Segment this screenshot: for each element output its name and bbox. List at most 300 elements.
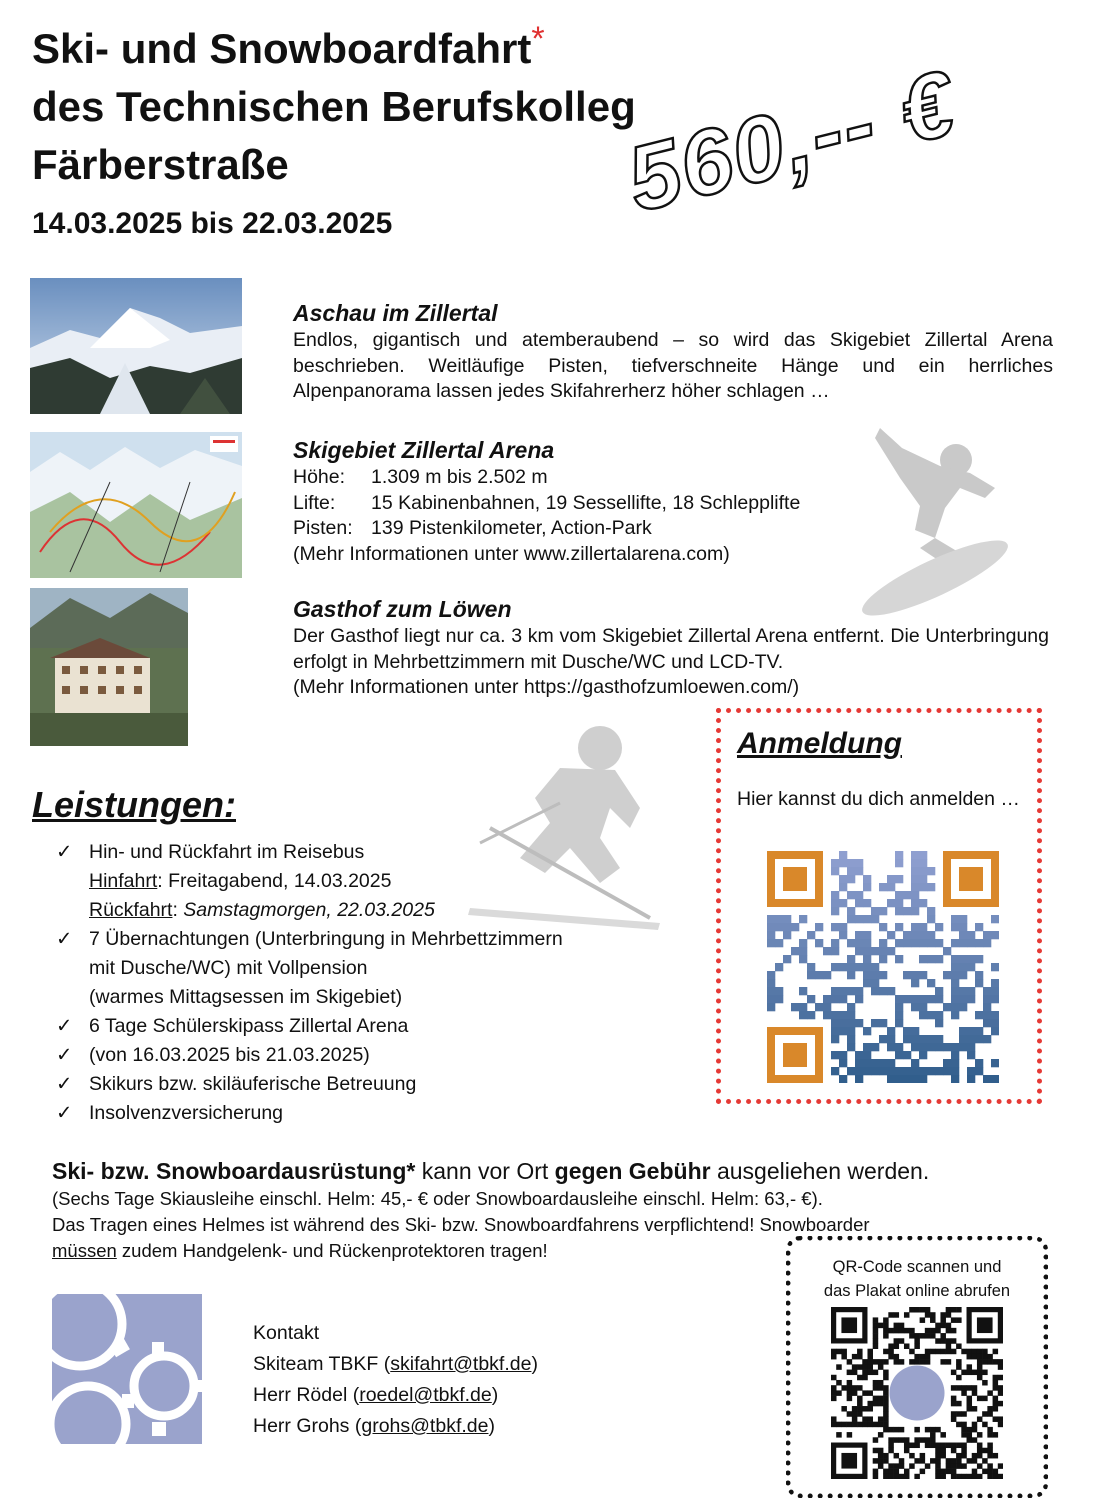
qr-module [920,1453,926,1459]
qr-module [863,955,871,963]
gasthof-info: (Mehr Informationen unter https://gasthofzumloewen.com/) [293,676,800,698]
qr-module [998,1416,1003,1422]
qr-module [867,1406,873,1412]
qr-module [857,1406,863,1412]
qr-module [967,1075,975,1083]
qr-module [972,1474,978,1479]
qr-module [888,1437,894,1443]
qr-module [883,1406,889,1412]
qr-module [977,1453,983,1459]
qr-module [841,1422,847,1428]
qr-module [911,1027,919,1035]
qr-module [991,1027,999,1035]
qr-module [961,1443,967,1449]
qr-module [959,963,967,971]
qr-module [887,1059,895,1067]
qr-module [883,1416,889,1422]
qr-module [855,1019,863,1027]
gasthof-photo [30,588,188,746]
qr-module [909,1443,915,1449]
rueckfahrt-label: Rückfahrt [89,899,173,921]
qr-module [935,1338,941,1344]
qr-module [862,1390,868,1396]
qr-module [940,1349,946,1355]
qr-module [987,1354,993,1360]
qr-module [956,1343,962,1349]
qr-module [946,1328,952,1334]
qr-module [852,1416,858,1422]
qr-module [935,1323,941,1329]
qr-module [878,1364,884,1370]
qr-module [982,1448,988,1454]
qr-module [831,1035,839,1043]
qr-module [852,1422,858,1428]
qr-module [831,891,839,899]
qr-module [894,1474,900,1479]
qr-module [977,1416,983,1422]
qr-module [982,1422,988,1428]
qr-module [911,923,919,931]
qr-module [959,971,967,979]
qr-module [831,995,839,1003]
qr-module [967,931,975,939]
qr-module [935,939,943,947]
qr-module [920,1359,926,1365]
qr-module [783,931,791,939]
qr-module [967,963,975,971]
qr-module [895,859,903,867]
qr-module [909,1307,915,1313]
poster-qr-code[interactable] [831,1307,1003,1479]
qr-module [883,1411,889,1417]
qr-module [967,1349,973,1355]
qr-module [883,1396,889,1402]
qr-module [977,1443,983,1449]
qr-module [967,1427,973,1433]
qr-module [951,1443,957,1449]
qr-module [967,955,975,963]
qr-module [920,1354,926,1360]
qr-module [855,1051,863,1059]
qr-module [925,1463,931,1469]
qr-module [925,1307,931,1313]
qr-module [961,1453,967,1459]
qr-module [839,987,847,995]
qr-module [807,1011,815,1019]
qr-module [959,1003,967,1011]
qr-module [855,899,863,907]
qr-module [841,1349,847,1355]
contact-3-close: ) [488,1415,495,1437]
qr-module [839,963,847,971]
contact-1-close: ) [531,1353,538,1375]
qr-module [967,1370,973,1376]
qr-module [799,947,807,955]
qr-module [847,875,855,883]
qr-module [883,1333,889,1339]
qr-module [951,979,959,987]
qr-module [904,1469,910,1475]
qr-module [895,875,903,883]
qr-module [987,1463,993,1469]
qr-module [899,1458,905,1464]
qr-module [951,1043,959,1051]
qr-module [943,1003,951,1011]
qr-module [951,1469,957,1475]
qr-module [831,923,839,931]
qr-module [867,1370,873,1376]
list-item [56,1012,676,1041]
qr-module [967,1027,975,1035]
qr-module [951,923,959,931]
qr-module [871,915,879,923]
qr-module [959,939,967,947]
qr-module [839,1075,847,1083]
qr-module [956,1458,962,1464]
qr-module [807,931,815,939]
qr-module [841,1406,847,1412]
qr-module [863,931,871,939]
qr-module [972,1354,978,1360]
qr-module [927,939,935,947]
qr-module [895,1051,903,1059]
qr-module [847,1019,855,1027]
qr-module [977,1432,983,1438]
qr-module [831,1011,839,1019]
qr-module [862,1364,868,1370]
qr-module [911,1003,919,1011]
qr-module [943,971,951,979]
qr-module [983,995,991,1003]
qr-module [857,1385,863,1391]
qr-module [930,1349,936,1355]
qr-module [831,907,839,915]
qr-module [883,1385,889,1391]
qr-module [895,891,903,899]
qr-module [894,1359,900,1365]
qr-module [967,1035,975,1043]
qr-module [862,1370,868,1376]
qr-module [863,1059,871,1067]
qr-module [943,947,951,955]
skigebiet-info: (Mehr Informationen unter www.zillertalarena.com) [293,542,730,565]
qr-module [899,1474,905,1479]
qr-module [975,923,983,931]
qr-module [888,1427,894,1433]
qr-module [883,1422,889,1428]
contact-3-email-link[interactable]: grohs@tbkf.de [361,1415,489,1437]
qr-module [951,963,959,971]
qr-module [863,1067,871,1075]
qr-module [920,1333,926,1339]
qr-module [930,1312,936,1318]
contact-2-email-link[interactable]: roedel@tbkf.de [359,1384,492,1406]
qr-module [940,1312,946,1318]
qr-module [847,1380,853,1386]
qr-module [878,1458,884,1464]
qr-module [894,1463,900,1469]
qr-module [935,1427,941,1433]
qr-finder-pattern [831,1443,867,1479]
qr-module [887,987,895,995]
protectors-text: zudem Handgelenk- und Rückenprotektoren tragen! [116,1240,548,1261]
qr-module [862,1375,868,1381]
qr-module [975,971,983,979]
qr-module [831,1422,837,1428]
anmeldung-qr-code[interactable] [767,851,999,1083]
qr-module [767,971,775,979]
qr-module [878,1359,884,1365]
qr-module [839,875,847,883]
title-line-3: Färberstraße [32,141,289,188]
qr-module [791,1003,799,1011]
qr-module [839,1011,847,1019]
qr-module [967,1458,973,1464]
qr-module [894,1312,900,1318]
qr-module [903,1075,911,1083]
qr-module [775,987,783,995]
qr-module [894,1437,900,1443]
qr-module [847,1396,853,1402]
qr-module [935,1328,941,1334]
equipment-star: * [406,1158,416,1184]
qr-module [873,1323,879,1329]
qr-module [855,859,863,867]
qr-module [935,1011,943,1019]
qr-module [873,1317,879,1323]
qr-module [975,939,983,947]
qr-module [975,1011,983,1019]
qr-module [847,1422,853,1428]
qr-module [982,1396,988,1402]
qr-module [967,939,975,947]
qr-module [975,979,983,987]
qr-module [935,1453,941,1459]
list-item [56,1070,676,1099]
qr-module [783,955,791,963]
qr-module [946,1359,952,1365]
qr-module [925,1354,931,1360]
qr-module [920,1458,926,1464]
qr-module [972,1390,978,1396]
qr-module [783,915,791,923]
qr-module [914,1338,920,1344]
qr-module [911,1075,919,1083]
qr-module [775,963,783,971]
qr-module [946,1343,952,1349]
qr-module [883,1349,889,1355]
qr-module [983,1035,991,1043]
qr-module [807,971,815,979]
qr-module [987,1453,993,1459]
qr-module [951,1075,959,1083]
qr-module [911,1059,919,1067]
qr-module [961,1422,967,1428]
qr-module [791,923,799,931]
qr-module [863,963,871,971]
qr-module [956,1443,962,1449]
qr-module [983,1011,991,1019]
qr-module [927,955,935,963]
qr-module [961,1390,967,1396]
qr-module [919,931,927,939]
qr-module [878,1323,884,1329]
qr-module [863,947,871,955]
qr-module [961,1411,967,1417]
qr-module [887,1075,895,1083]
qr-module [925,1437,931,1443]
qr-module [956,1401,962,1407]
qr-module [887,1035,895,1043]
qr-module [961,1385,967,1391]
qr-module [862,1406,868,1412]
qr-module [883,1359,889,1365]
qr-module [967,1437,973,1443]
qr-module [951,1396,957,1402]
qr-module [983,1075,991,1083]
qr-module [878,1396,884,1402]
qr-module [975,955,983,963]
qr-module [935,1474,941,1479]
qr-module [930,1333,936,1339]
qr-module [919,1035,927,1043]
qr-module [935,1448,941,1454]
qr-module [961,1370,967,1376]
qr-module [961,1463,967,1469]
qr-module [847,907,855,915]
qr-module [951,1458,957,1464]
qr-module [878,1448,884,1454]
qr-module [873,1396,879,1402]
qr-module [991,995,999,1003]
qr-module [895,1075,903,1083]
qr-module [879,1059,887,1067]
check-icon: ✓ [56,1044,73,1066]
qr-module [991,931,999,939]
qr-module [919,859,927,867]
qr-module [831,867,839,875]
qr-module [879,1067,887,1075]
qr-module [959,955,967,963]
qr-module [863,971,871,979]
qr-module [987,1359,993,1365]
qr-module [831,939,839,947]
qr-module [847,891,855,899]
qr-module [919,1043,927,1051]
anmeldung-box [716,708,1042,1104]
qr-module [807,963,815,971]
qr-module [839,859,847,867]
qr-module [857,1422,863,1428]
qr-module [847,1411,853,1417]
check-icon: ✓ [56,1073,73,1095]
qr-module [871,971,879,979]
qr-module [998,1385,1003,1391]
qr-module [783,923,791,931]
qr-module [775,915,783,923]
qr-module [927,931,935,939]
qr-module [847,987,855,995]
qr-module [873,1401,879,1407]
qr-module [993,1385,999,1391]
qr-module [847,1370,853,1376]
qr-module [867,1364,873,1370]
qr-module [911,979,919,987]
qr-module [991,1059,999,1067]
qr-module [823,1003,831,1011]
qr-module [904,1343,910,1349]
school-logo [52,1294,202,1444]
qr-module [855,931,863,939]
qr-module [841,1385,847,1391]
qr-module [951,1317,957,1323]
qr-module [935,955,943,963]
poster-qr-text-2: das Plakat online abrufen [823,1282,1011,1300]
qr-module [894,1469,900,1475]
qr-module [951,1401,957,1407]
qr-module [935,1043,943,1051]
qr-module [972,1385,978,1391]
qr-module [967,1406,973,1412]
qr-module [904,1312,910,1318]
qr-module [927,915,935,923]
qr-module [914,1474,920,1479]
qr-module [894,1427,900,1433]
qr-module [903,939,911,947]
qr-module [831,963,839,971]
qr-module [959,915,967,923]
qr-center-logo [889,1365,944,1420]
qr-module [977,1463,983,1469]
qr-module [836,1364,842,1370]
qr-module [855,891,863,899]
qr-module [940,1317,946,1323]
qr-module [972,1422,978,1428]
qr-module [977,1364,983,1370]
qr-module [987,1443,993,1449]
leistung-uebernachtung-3: (warmes Mittagsessen im Skigebiet) [89,986,403,1008]
qr-module [836,1380,842,1386]
qr-module [831,859,839,867]
qr-module [836,1422,842,1428]
qr-module [879,883,887,891]
qr-module [925,1333,931,1339]
contact-1-email-link[interactable]: skifahrt@tbkf.de [390,1353,532,1375]
qr-module [911,859,919,867]
qr-module [961,1427,967,1433]
qr-module [911,971,919,979]
qr-module [895,1011,903,1019]
qr-module [879,923,887,931]
qr-module [852,1411,858,1417]
qr-module [930,1317,936,1323]
qr-module [857,1396,863,1402]
qr-module [927,883,935,891]
qr-module [987,1427,993,1433]
qr-module [852,1406,858,1412]
qr-module [791,947,799,955]
poster-qr-box [786,1236,1048,1498]
qr-module [993,1406,999,1412]
qr-module [888,1312,894,1318]
skigebiet-heading: Skigebiet Zillertal Arena [293,437,555,463]
qr-module [935,1349,941,1355]
qr-module [799,915,807,923]
qr-module [847,1011,855,1019]
title-line-1: Ski- und Snowboardfahrt [32,25,532,72]
qr-module [919,883,927,891]
qr-module [909,1333,915,1339]
